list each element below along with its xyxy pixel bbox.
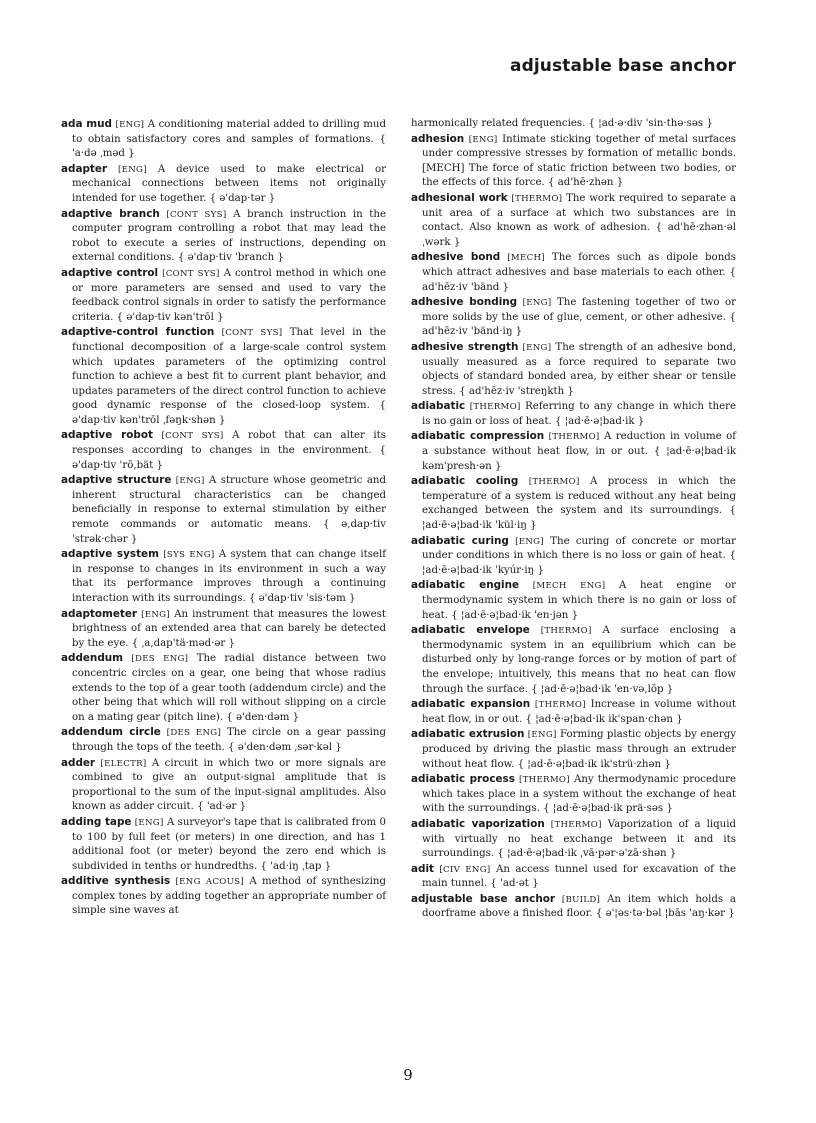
entry-definition: Any thermodynamic procedure which takes place in a system without the exchange of heat with the surroundings. — [422, 774, 736, 815]
dictionary-entry — [61, 607, 386, 652]
dictionary-entry — [61, 651, 386, 725]
entry-headword: adding tape — [61, 815, 132, 828]
entry-field-label: [ENG] — [527, 730, 557, 741]
entry-headword: adiabatic cooling — [411, 475, 519, 488]
entry-definition: Intimate sticking together of metal surfaces under compressive stresses by formation of metallic bonds. [MECH] The force of static friction between two bodies, or the effects of this force. — [422, 133, 736, 189]
dictionary-entry — [61, 725, 386, 755]
entry-definition: The circle on a gear passing through the tops of the teeth. — [72, 727, 386, 753]
entry-field-label: [ENG] — [522, 342, 552, 353]
entry-field-label: [THERMO] — [469, 402, 521, 413]
entry-definition: A circuit in which two or more signals are combined to give an output-signal amplitude that is proportional to the sum of the input-signal amplitudes. Also known as adder circuit. — [72, 757, 386, 813]
entry-pronunciation: { ad'hē·zhən } — [548, 177, 624, 189]
dictionary-entry — [411, 250, 736, 295]
entry-field-label: [BUILD] — [561, 894, 601, 905]
entry-pronunciation: { ə'dap·tiv 'sis·təm } — [248, 593, 356, 604]
entry-field-label: [ENG] — [468, 134, 498, 145]
entry-headword: addendum circle — [61, 726, 161, 739]
entry-field-label: [THERMO] — [548, 432, 600, 443]
entry-field-label: [DES ENG] — [131, 654, 189, 665]
entry-pronunciation: { ə'¦əs·tə·bəl ¦bās 'aŋ·kər } — [595, 908, 735, 920]
dictionary-entry — [411, 340, 736, 399]
entry-field-label: [MECH ENG] — [532, 581, 606, 592]
dictionary-entry — [411, 697, 736, 727]
entry-definition: Increase in volume without heat flow, in or out. — [422, 699, 736, 725]
entry-headword: adhesional work — [411, 191, 508, 204]
entry-definition: The strength of an adhesive bond, usually measured as a force required to separate two objects of standard bonded area, by either shear or tensile stress. — [422, 341, 736, 397]
entry-headword: adiabatic engine — [411, 579, 520, 592]
entry-pronunciation: { ə'dap·tər } — [209, 192, 276, 204]
entry-pronunciation: { ˌa,dap'tä·məd·ər } — [131, 637, 235, 649]
dictionary-entry — [61, 874, 386, 919]
entry-pronunciation: { ad'hēz·iv 'bänd·iŋ } — [422, 311, 736, 338]
entry-headword: adit — [411, 862, 434, 875]
entry-headword: adhesive bond — [411, 251, 501, 264]
entry-field-label: [DES ENG] — [166, 728, 222, 739]
entry-definition: The radial distance between two concentric circles on a gear, one being that whose radius extends to the top of a gear tooth (addendum circle) and the other being that which will roll without slipping on a circle on a mating gear (pitch line). — [72, 653, 386, 723]
entry-headword: adaptive robot — [61, 429, 153, 442]
entry-definition: A heat engine or thermodynamic system in which there is no gain or loss of heat. — [422, 580, 736, 621]
entry-pronunciation: { ¦ad·ē·ə¦bad·ik 'en·jən } — [451, 609, 579, 621]
dictionary-entry — [411, 727, 736, 772]
dictionary-entry — [61, 266, 386, 325]
entry-field-label: [MECH] — [507, 253, 545, 264]
entry-headword: ada mud — [61, 118, 112, 130]
entry-definition: A process in which the temperature of a system is reduced without any heat being exchanged between the system and its surroundings. — [422, 476, 736, 517]
entry-definition: A conditioning material added to drilling mud to obtain satisfactory cores and samples of formations. — [72, 119, 386, 145]
entry-pronunciation: { 'a·də ˌməd } — [72, 133, 386, 160]
dictionary-entry — [411, 429, 736, 474]
entry-headword: adaptometer — [61, 607, 138, 620]
entry-headword: adiabatic vaporization — [411, 817, 545, 830]
entry-headword: adaptive structure — [61, 474, 172, 487]
dictionary-entry — [411, 772, 736, 817]
dictionary-entry — [411, 892, 736, 922]
dictionary-entry — [411, 295, 736, 340]
entry-pronunciation: { ¦ad·ē·ə¦bad·ik ik'strü·zhən } — [517, 758, 671, 770]
entry-field-label: [THERMO] — [540, 626, 592, 637]
entry-field-label: [ENG ACOUS] — [175, 877, 244, 888]
dictionary-entry — [61, 117, 386, 162]
dictionary-entry — [411, 399, 736, 429]
entry-definition: The forces such as dipole bonds which attract adhesives and base materials to each other. — [422, 252, 737, 278]
entry-definition: A surface enclosing a thermodynamic system in an equilibrium which can be disturbed only by long-range forces or by motion of part of the envelope; intuitively, this means that no heat can flow through the surface. — [422, 625, 736, 695]
entry-pronunciation: { ¦ad·ē·ə¦bad·ik } — [555, 415, 645, 427]
entry-field-label: [ENG] — [141, 609, 170, 620]
entry-headword: adiabatic expansion — [411, 698, 531, 711]
entry-pronunciation: { ə'dap·tiv kən'trōl ˌfəŋk·shən } — [72, 400, 386, 426]
dictionary-entry — [411, 578, 736, 623]
entry-field-label: [THERMO] — [550, 819, 602, 830]
entry-field-label: [SYS ENG] — [163, 550, 215, 561]
entry-headword: adder — [61, 756, 96, 769]
dictionary-entry — [411, 534, 736, 579]
entry-definition: A system that can change itself in response to changes in its environment in such a way that its performance improves through a continuing interaction with its surroundings. — [72, 549, 386, 604]
dictionary-entry — [411, 623, 736, 697]
dictionary-entry — [61, 756, 386, 815]
entry-field-label: [ENG] — [115, 120, 145, 130]
left-column — [61, 117, 386, 919]
entry-definition: The work required to separate a unit area of a surface at which two substances are in contact. Also known as work of adhesion. — [422, 192, 736, 234]
dictionary-entry — [61, 162, 386, 207]
entry-definition: A surveyor's tape that is calibrated from 0 to 100 by full feet (or meters) in one direction, and has 1 additional foot (or meter) beyond the zero end which is subdivided in tenths or hundredths. — [72, 816, 386, 872]
entry-pronunciation: { ad'hēz·iv 'bänd } — [422, 266, 736, 293]
entry-field-label: [CONT SYS] — [221, 328, 283, 339]
entry-headword: adaptive branch — [61, 207, 160, 220]
entry-definition: The fastening together of two or more solids by the use of glue, cement, or other adhesive. — [422, 297, 736, 323]
dictionary-entry — [411, 191, 736, 250]
entry-pronunciation: { 'ad·ət } — [490, 878, 539, 890]
entry-headword: adiabatic compression — [411, 430, 545, 443]
entry-field-label: [THERMO] — [519, 775, 570, 786]
dictionary-entry — [61, 473, 386, 547]
entry-pronunciation: { ə'den·dəm } — [226, 711, 300, 723]
entry-definition: A method of synthesizing complex tones by adding together an appropriate number of simple sine waves at — [72, 876, 386, 917]
entry-pronunciation: { ¦ad·ē·ə¦bad·ik prä·səs } — [543, 803, 673, 815]
entry-headword: addendum — [61, 652, 123, 665]
entry-pronunciation: { ¦ad·ē·ə¦bad·ik kəm'presh·ən } — [422, 446, 736, 472]
entry-field-label: [THERMO] — [528, 477, 580, 488]
entry-definition: Referring to any change in which there is no gain or loss of heat. — [422, 401, 736, 427]
running-head: adjustable base anchor — [510, 56, 736, 76]
entry-definition: The curing of concrete or mortar under conditions in which there is no loss or gain of heat. — [422, 535, 737, 562]
entry-pronunciation: { ¦ad·ē·ə¦bad·ik 'kül·iŋ } — [422, 505, 736, 532]
entry-field-label: [CONT SYS] — [161, 431, 224, 442]
entry-headword: adiabatic curing — [411, 534, 509, 547]
continuation-text: harmonically related frequencies. { ¦ad·ə·div 'sin·thə·səs } — [411, 118, 713, 129]
entry-pronunciation: { ¦ad·ē·ə¦bad·ik 'en·və,lōp } — [531, 683, 674, 695]
entry-pronunciation: { ad'hē·zhən·əl ˌwərk } — [422, 222, 736, 248]
dictionary-entry — [411, 474, 736, 533]
entry-headword: adiabatic extrusion — [411, 728, 525, 741]
entry-headword: adaptive-control function — [61, 326, 215, 339]
dictionary-entry — [411, 862, 736, 892]
entry-headword: adhesive strength — [411, 340, 519, 353]
entry-field-label: [ENG] — [175, 476, 205, 487]
right-column — [411, 117, 736, 922]
entry-field-label: [ENG] — [134, 817, 164, 828]
entry-pronunciation: { ə,dap·tiv 'strək·chər } — [72, 519, 386, 545]
page-number: 9 — [403, 1066, 413, 1084]
dictionary-entry — [61, 207, 386, 266]
entry-headword: adaptive control — [61, 266, 159, 279]
entry-headword: adiabatic — [411, 400, 466, 413]
entry-definition: A device used to make electrical or mechanical connections between items not originally intended for use together. — [72, 163, 386, 204]
entry-headword: adiabatic process — [411, 773, 515, 786]
entry-definition: An item which holds a doorframe above a finished floor. — [422, 893, 736, 920]
entry-pronunciation: { 'ad·iŋ ˌtap } — [260, 860, 332, 872]
entry-pronunciation: { ¦ad·ē·ə¦bad·ik ik'span·chən } — [525, 713, 683, 725]
entry-pronunciation: { ad'hēz·iv 'streŋkth } — [459, 385, 574, 397]
entry-pronunciation: { ə'dap·tiv 'rō,bät } — [72, 445, 386, 471]
entry-definition: An access tunnel used for excavation of the main tunnel. — [422, 863, 736, 890]
entry-definition: Vaporization of a liquid with virtually no heat exchange between it and its surroundings. — [422, 818, 736, 860]
dictionary-entry — [61, 325, 386, 428]
entry-field-label: [ENG] — [522, 298, 552, 309]
entry-pronunciation: { ə'dap·tiv kən'trōl } — [116, 311, 224, 323]
entry-field-label: [THERMO] — [534, 700, 586, 711]
entry-definition: A control method in which one or more parameters are sensed and used to vary the feedback control signals in order to satisfy the performance criteria. — [72, 267, 387, 323]
entry-headword: adiabatic envelope — [411, 624, 530, 637]
entry-pronunciation: { ¦ad·ē·ə¦bad·ik ˌvā·pər·ə'zā·shən } — [497, 848, 677, 860]
entry-field-label: [CIV ENG] — [439, 864, 491, 875]
dictionary-entry — [411, 132, 736, 191]
entry-field-label: [CONT SYS] — [162, 268, 220, 279]
entry-definition: A reduction in volume of a substance without heat flow, in or out. — [422, 431, 736, 458]
entry-field-label: [THERMO] — [511, 193, 563, 204]
entry-field-label: [ENG] — [515, 536, 544, 547]
entry-definition: A branch instruction in the computer program controlling a robot that may lead the robot to execute a series of instructions, depending on external conditions. — [72, 208, 386, 264]
entry-definition: A robot that can alter its responses according to changes in the environment. — [72, 430, 387, 457]
dictionary-entry — [61, 547, 386, 606]
entry-definition: Forming plastic objects by energy produced by driving the plastic mass through an extruder without heat flow. — [422, 729, 736, 770]
entry-headword: adhesion — [411, 132, 465, 145]
entry-field-label: [ELECTR] — [100, 758, 147, 769]
dictionary-entry — [61, 428, 386, 473]
entry-field-label: [ENG] — [118, 164, 147, 175]
entry-definition: That level in the functional decomposition of a large-scale control system which updates parameters of the optimizing control function to achieve a best fit to current plant behavior, and updates parameters of the direct control function to achieve good dynamic response of the closed-loop system. — [72, 327, 387, 412]
entry-headword: adjustable base anchor — [411, 892, 555, 905]
dictionary-entry — [411, 817, 736, 862]
entry-pronunciation: { 'ad·ər } — [197, 801, 247, 813]
entry-pronunciation: { ¦ad·ē·ə¦bad·ik 'kyúr·iŋ } — [422, 550, 736, 576]
dictionary-entry — [61, 815, 386, 874]
entry-pronunciation: { ə'dap·tiv 'branch } — [177, 252, 284, 264]
entry-headword: adhesive bonding — [411, 296, 518, 309]
entry-field-label: [CONT SYS] — [166, 209, 227, 220]
entry-pronunciation: { ə'den·dəm ˌsər·kəl } — [228, 741, 342, 753]
entry-headword: additive synthesis — [61, 875, 171, 888]
entry-headword: adaptive system — [61, 548, 159, 561]
entry-definition: A structure whose geometric and inherent structural characteristics can be changed beneficially in response to external stimulation by either remote commands or automatic means. — [72, 475, 386, 531]
entry-definition: An instrument that measures the lowest brightness of an extended area that can barely be detected by the eye. — [72, 608, 386, 649]
entry-headword: adapter — [61, 162, 108, 175]
